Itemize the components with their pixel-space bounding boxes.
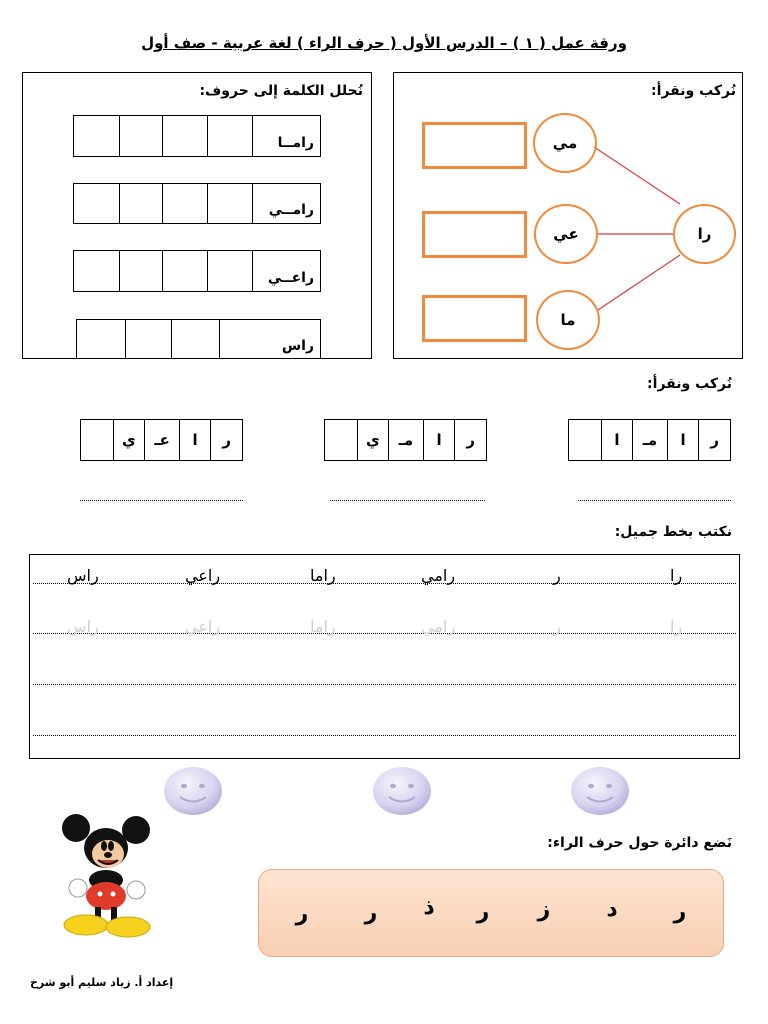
letter-cell: ي (357, 420, 389, 460)
letter-cell: ا (423, 420, 455, 460)
trace-word: راس (67, 617, 99, 636)
answer-line[interactable] (578, 500, 731, 501)
writing-line[interactable] (33, 583, 736, 584)
answer-line[interactable] (330, 500, 485, 501)
letter-group-2 (324, 419, 487, 461)
trace-word: رامي (421, 617, 456, 636)
letter-option[interactable]: ز (537, 897, 551, 922)
letter-option[interactable]: ر (673, 899, 687, 924)
center-syllable-circle: را (673, 204, 736, 264)
analyze-panel (22, 72, 372, 359)
writing-line[interactable] (33, 684, 736, 685)
letter-box[interactable] (207, 116, 252, 156)
letter-option[interactable]: د (606, 897, 618, 922)
letter-box[interactable] (207, 184, 252, 223)
circle-task-heading: نَضع دائرة حول حرف الراء: (547, 835, 732, 851)
letter-option[interactable]: ر (295, 901, 309, 926)
trace-word: ر (553, 617, 561, 636)
analyze-word: رامــا (252, 116, 320, 156)
letter-cell (81, 420, 113, 460)
letter-box[interactable] (119, 184, 163, 223)
letter-cell: ا (601, 420, 633, 460)
letter-box[interactable] (207, 251, 252, 291)
author-credit: إعداد أ. زياد سليم أبو شرخ (30, 976, 174, 989)
syllable-circle: ما (536, 290, 600, 350)
combine-words-heading: نُركب ونقرأ: (647, 376, 732, 392)
letter-cell (325, 420, 357, 460)
combine-heading: نُركب ونقرأ: (651, 83, 736, 99)
smiley-icon[interactable] (163, 766, 223, 816)
syllable-circle: عي (534, 204, 598, 264)
trace-word: راعي (185, 617, 221, 636)
analyze-row-4 (76, 319, 321, 359)
letter-box[interactable] (74, 116, 119, 156)
letter-box[interactable] (162, 251, 207, 291)
letter-cell: ي (113, 420, 145, 460)
letter-option[interactable]: ر (364, 900, 378, 925)
letter-box[interactable] (162, 184, 207, 223)
trace-word: را (670, 617, 683, 636)
letter-box[interactable] (119, 116, 163, 156)
model-word: را (670, 566, 683, 585)
worksheet-title: ورقة عمل ( ١ ) – الدرس الأول ( حرف الراء ) لغة عربية - صف أول (141, 34, 627, 52)
letters-panel (258, 869, 724, 957)
analyze-row-1 (73, 115, 321, 157)
trace-word: راما (310, 617, 336, 636)
letter-box[interactable] (74, 184, 119, 223)
letter-cell: ر (698, 420, 730, 460)
letter-box[interactable] (119, 251, 163, 291)
answer-box[interactable] (422, 211, 527, 258)
letter-box[interactable] (171, 320, 219, 359)
model-word: راما (310, 566, 336, 585)
letter-group-3 (80, 419, 243, 461)
letter-box[interactable] (77, 320, 125, 359)
analyze-word: رامــي (252, 184, 320, 223)
model-word: راس (67, 566, 99, 585)
answer-box[interactable] (422, 295, 527, 342)
letter-cell: مـ (632, 420, 667, 460)
analyze-heading: نُحلل الكلمة إلى حروف: (199, 83, 363, 99)
handwriting-heading: نكتب بخط جميل: (614, 524, 732, 540)
letter-box[interactable] (162, 116, 207, 156)
answer-line[interactable] (80, 500, 243, 501)
model-word: رامي (421, 566, 456, 585)
letter-group-1 (568, 419, 731, 461)
letter-option[interactable]: ر (476, 899, 490, 924)
model-word: ر (553, 566, 561, 585)
letter-cell: ا (179, 420, 211, 460)
letter-option[interactable]: ذ (423, 895, 435, 920)
syllable-circle: مي (533, 113, 597, 173)
analyze-row-2 (73, 183, 321, 224)
analyze-word: راس (219, 320, 320, 359)
mickey-mouse-illustration (58, 808, 158, 940)
smiley-icon[interactable] (570, 766, 630, 816)
letter-cell: ا (667, 420, 699, 460)
letter-cell: ر (454, 420, 486, 460)
letter-cell (569, 420, 601, 460)
combine-panel (393, 72, 743, 359)
analyze-word: راعــي (252, 251, 320, 291)
letter-box[interactable] (74, 251, 119, 291)
model-word: راعي (185, 566, 221, 585)
letter-cell: مـ (388, 420, 423, 460)
letter-cell: عـ (144, 420, 179, 460)
analyze-row-3 (73, 250, 321, 292)
writing-line[interactable] (33, 633, 736, 634)
smiley-icon[interactable] (372, 766, 432, 816)
letter-box[interactable] (125, 320, 172, 359)
handwriting-box (29, 554, 740, 759)
writing-line[interactable] (33, 735, 736, 736)
letter-cell: ر (210, 420, 242, 460)
answer-box[interactable] (422, 122, 527, 169)
